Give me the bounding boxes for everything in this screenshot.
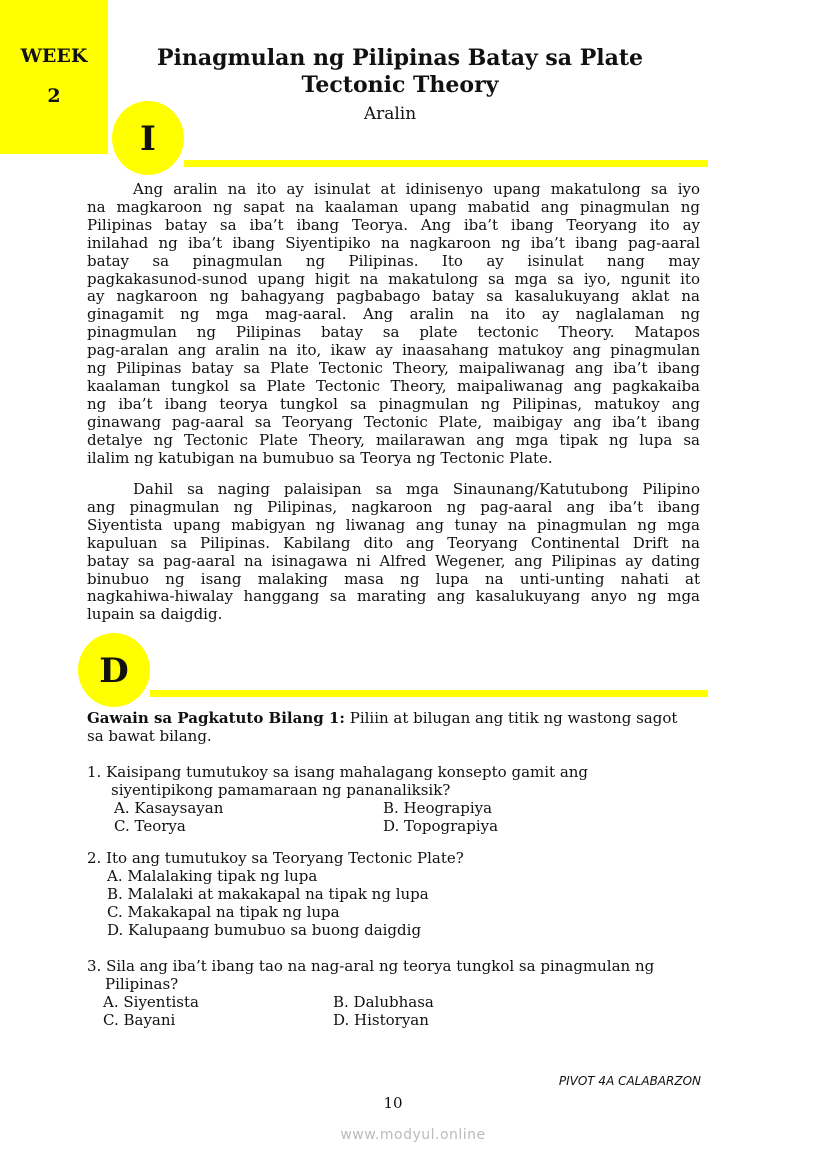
section-divider <box>150 690 708 697</box>
paragraph-line: Dahil sa naging palaisipan sa mga Sinaunang/Katutubong Pilipino <box>133 480 700 498</box>
watermark: www.modyul.online <box>340 1127 486 1143</box>
activity-label: Gawain sa Pagkatuto Bilang 1: <box>87 709 345 727</box>
background-paragraph <box>87 481 700 624</box>
paragraph-line: binubuo ng isang malaking masa ng lupa na unti-unting nahati at <box>87 569 700 588</box>
option-a[interactable]: A. Malalaking tipak ng lupa <box>107 867 318 885</box>
paragraph-line: batay sa pinagmulan ng Pilipinas. Ito ay isinulat nang may <box>87 251 700 270</box>
week-number: 2 <box>47 85 61 107</box>
paragraph-line: na magkaroon ng sapat na kaalaman upang mabatid ang pinagmulan ng <box>87 197 700 216</box>
question-3 <box>87 957 707 1029</box>
intro-paragraph <box>87 181 700 468</box>
paragraph-line: batay sa pag-aaral na isinagawa ni Alfred Wegener, ang Pilipinas ay dating <box>87 551 700 570</box>
footer-brand: PIVOT 4A CALABARZON <box>558 1074 701 1088</box>
paragraph-line: ginawang pag-aaral sa Teoryang Tectonic Plate, maibigay ang iba’t ibang <box>87 412 700 431</box>
paragraph-line: ay nagkaroon ng bahagyang pagbabago batay sa kasalukuyang aklat na <box>87 287 700 306</box>
paragraph-line: kaalaman tungkol sa Plate Tectonic Theory, maipaliwanag ang pagkakaiba <box>87 376 700 395</box>
week-label: WEEK <box>20 45 88 67</box>
question-text: 1. Kaisipang tumutukoy sa isang mahalagang konsepto gamit ang <box>87 763 589 781</box>
section-d-badge: D <box>78 633 150 707</box>
paragraph-line: ng Pilipinas batay sa Plate Tectonic Theory, maipaliwanag ang iba’t ibang <box>87 359 700 378</box>
paragraph-line: ginagamit ng mga mag-aaral. Ang aralin na ito ay naglalaman ng <box>87 305 700 324</box>
paragraph-line: ng iba’t ibang teorya tungkol sa pinagmulan ng Pilipinas, matukoy ang <box>87 394 700 413</box>
paragraph-line: ang pinagmulan ng Pilipinas, nagkaroon ng pag-aaral ang iba’t ibang <box>87 497 700 516</box>
question-text: Pilipinas? <box>105 975 179 993</box>
activity-instruction-cont: sa bawat bilang. <box>87 727 212 745</box>
option-c[interactable]: C. Makakapal na tipak ng lupa <box>107 903 340 921</box>
page-title-line1: Pinagmulan ng Pilipinas Batay sa Plate <box>156 45 644 71</box>
paragraph-line: kapuluan sa Pilipinas. Kabilang dito ang Teoryang Continental Drift na <box>87 533 700 552</box>
option-b[interactable]: B. Dalubhasa <box>333 993 434 1011</box>
option-a[interactable]: A. Kasaysayan <box>114 799 224 817</box>
paragraph-line: nagkahiwa-hiwalay hanggang sa marating ang kasalukuyang anyo ng mga <box>87 587 700 606</box>
option-c[interactable]: C. Teorya <box>114 817 186 835</box>
option-c[interactable]: C. Bayani <box>103 1011 176 1029</box>
option-d[interactable]: D. Topograpiya <box>383 817 499 835</box>
question-text: 2. Ito ang tumutukoy sa Teoryang Tectonic Plate? <box>87 849 464 867</box>
option-d[interactable]: D. Historyan <box>333 1011 429 1029</box>
option-d[interactable]: D. Kalupaang bumubuo sa buong daigdig <box>107 921 422 939</box>
question-text: siyentipikong pamamaraan ng pananaliksik? <box>111 781 451 799</box>
page-title-line2: Tectonic Theory <box>301 72 499 98</box>
paragraph-line: Siyentista upang mabigyan ng liwanag ang tunay na pinagmulan ng mga <box>87 515 700 534</box>
section-divider <box>184 160 708 167</box>
paragraph-line: pag-aralan ang aralin na ito, ikaw ay inaasahang matukoy ang pinagmulan <box>87 341 700 360</box>
paragraph-line: pinagmulan ng Pilipinas batay sa plate tectonic Theory. Matapos <box>87 323 700 342</box>
section-i-badge: I <box>112 101 184 175</box>
paragraph-line: detalye ng Tectonic Plate Theory, mailarawan ang mga tipak ng lupa sa <box>87 430 700 449</box>
week-badge <box>0 0 108 154</box>
option-b[interactable]: B. Malalaki at makakapal na tipak ng lupa <box>107 885 429 903</box>
paragraph-line: lupain sa daigdig. <box>87 605 223 624</box>
paragraph-line: Ang aralin na ito ay isinulat at idinisenyo upang makatulong sa iyo <box>133 180 700 198</box>
paragraph-line: inilahad ng iba’t ibang Siyentipiko na nagkaroon ng iba’t ibang pag-aaral <box>87 233 700 252</box>
paragraph-line: Pilipinas batay sa iba’t ibang Teorya. Ang iba’t ibang Teoryang ito ay <box>87 215 700 234</box>
page-subtitle: Aralin <box>363 104 417 124</box>
question-1 <box>87 763 707 835</box>
page-number: 10 <box>383 1094 403 1112</box>
activity-instructions <box>87 709 707 745</box>
option-b[interactable]: B. Heograpiya <box>383 799 493 817</box>
option-a[interactable]: A. Siyentista <box>103 993 199 1011</box>
question-2 <box>87 849 707 939</box>
question-text: 3. Sila ang iba’t ibang tao na nag-aral ng teorya tungkol sa pinagmulan ng <box>87 957 655 975</box>
activity-instruction: Piliin at bilugan ang titik ng wastong sagot <box>344 709 678 727</box>
paragraph-line: ilalim ng katubigan na bumubuo sa Teorya ng Tectonic Plate. <box>87 448 553 467</box>
paragraph-line: pagkakasunod-sunod upang higit na makatulong sa mga sa iyo, ngunit ito <box>87 269 700 288</box>
